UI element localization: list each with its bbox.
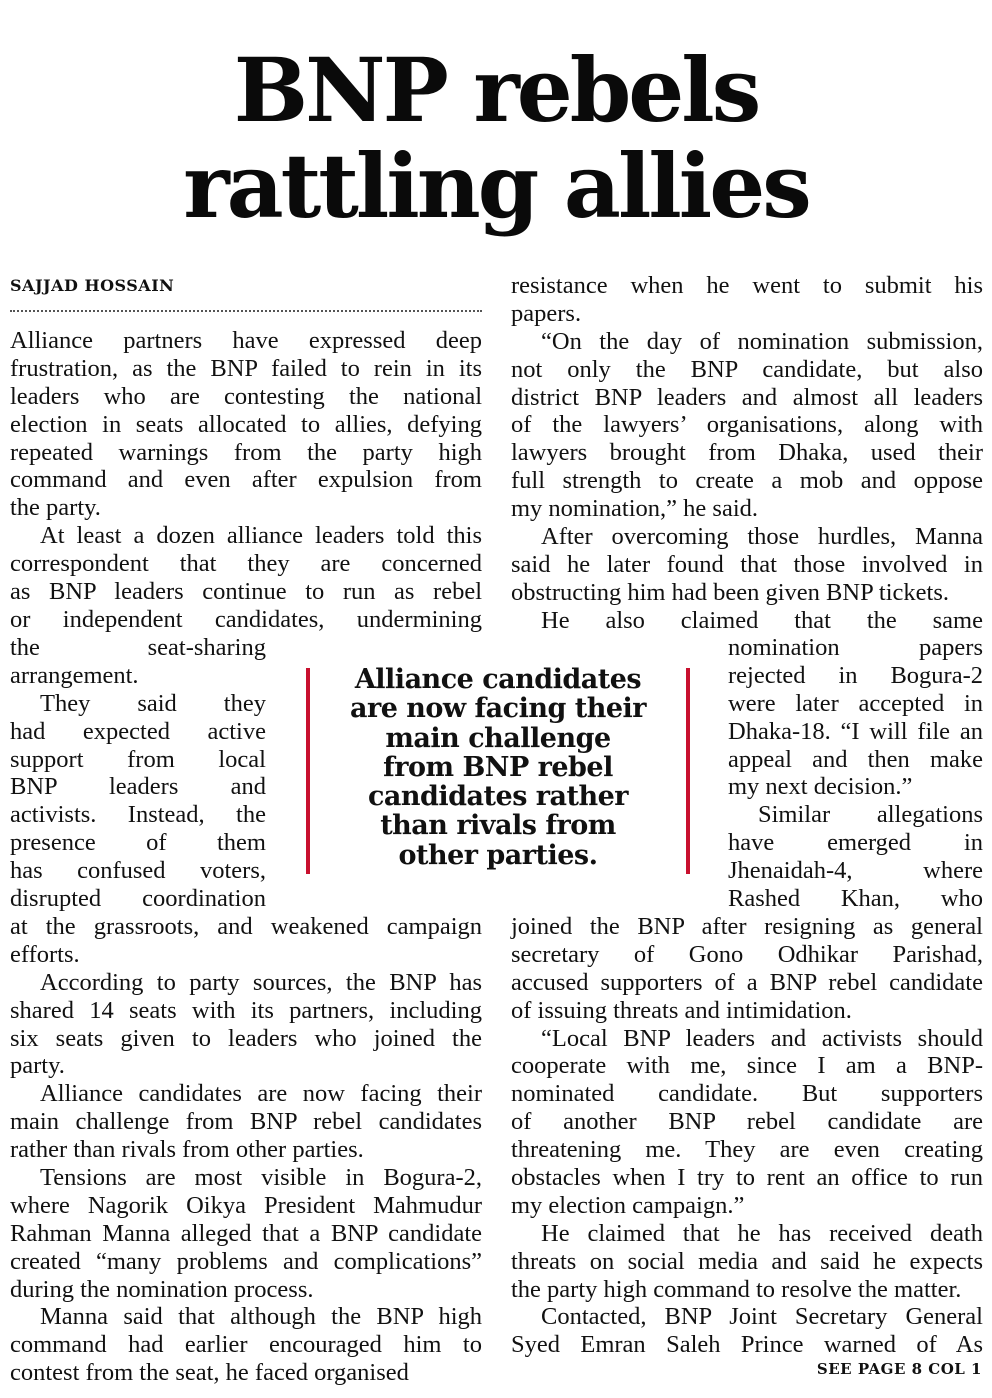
pull-quote-line: candidates rather [367,781,629,813]
headline-line-1: BNP rebels [233,38,759,142]
text-line: Contacted, BNP Joint Secretary General [541,1303,983,1331]
text-line: six seats given to leaders who joined the [10,1024,482,1052]
text-line: the seat-sharing [10,634,266,661]
column-1-bottom [10,913,482,1387]
text-line: activists. Instead, the [10,801,266,829]
text-line: as BNP leaders continue to run as rebel [10,578,482,606]
text-line: Manna said that although the BNP high [40,1303,482,1331]
text-line: Rahman Manna alleged that a BNP candidate [10,1219,482,1247]
text-line: cooperate with me, since I am a BNP- [511,1052,983,1080]
text-line: disrupted coordination [10,885,266,913]
text-line: frustration, as the BNP failed to rein in its [10,354,482,382]
text-line: or independent candidates, undermining [10,605,482,633]
text-line: my election campaign.” [511,1191,745,1219]
text-line: has confused voters, [10,857,266,885]
text-line: the party high command to resolve the matter. [511,1275,962,1303]
headline-line-2: rattling allies [183,134,809,238]
text-line: repeated warnings from the party high [10,438,482,466]
text-line: support from local [10,745,266,773]
pull-quote-line: from BNP rebel [383,751,613,783]
byline-divider [10,310,482,312]
text-line: Dhaka-18. “I will file an [728,717,983,745]
text-line: arrangement. [10,661,139,689]
text-line: obstacles when I try to rent an office to run [511,1164,983,1192]
text-line: “On the day of nomination submission, [541,327,983,355]
text-line: contest from the seat, he faced organised [10,1359,409,1387]
continuation-note: SEE PAGE 8 COL 1 [816,1360,982,1378]
text-line: He claimed that he has received death [541,1219,983,1247]
text-line: nominated candidate. But supporters [511,1080,983,1108]
text-line: the party. [10,494,101,522]
text-line: had expected active [10,717,266,745]
text-line: Tensions are most visible in Bogura-2, [40,1164,482,1192]
text-line: created “many problems and complications” [10,1247,482,1275]
text-line: were later accepted in [728,689,983,717]
text-line: secretary of Gono Odhikar Parishad, [511,940,983,968]
column-2-narrow [728,634,983,913]
text-line: Similar allegations [758,801,983,829]
column-2-bottom [511,913,983,1359]
pull-quote [320,665,676,870]
text-line: “Local BNP leaders and activists should [541,1024,983,1052]
text-line: Alliance candidates are now facing their [40,1080,482,1108]
text-line: my nomination,” he said. [511,495,758,523]
text-line: threatening me. They are even creating [511,1136,983,1164]
text-line: main challenge from BNP rebel candidates [10,1108,482,1136]
text-line: said he later found that those involved in [511,550,983,578]
text-line: command had earlier encouraged him to [10,1331,482,1359]
text-line: where Nagorik Oikya President Mahmudur [10,1191,482,1219]
text-line: accused supporters of a BNP rebel candidate [511,968,983,996]
text-line: joined the BNP after resigning as general [511,913,983,940]
text-line: presence of them [10,829,266,857]
pull-quote-line: Alliance candidates [354,664,642,695]
text-line: not only the BNP candidate, but also [511,355,983,383]
text-line: have emerged in [728,829,983,857]
text-line: at the grassroots, and weakened campaign [10,913,482,940]
text-line: party. [10,1052,65,1080]
text-line: efforts. [10,940,80,968]
text-line: At least a dozen alliance leaders told this [40,522,482,550]
pull-quote-line: main challenge [385,722,611,754]
text-line: leaders who are contesting the national [10,382,482,410]
text-line: Alliance partners have expressed deep [10,327,482,354]
text-line: rather than rivals from other parties. [10,1136,364,1164]
text-line: rejected in Bogura-2 [728,661,983,689]
byline: SAJJAD HOSSAIN [10,276,175,295]
column-2-top [511,272,983,635]
text-line: command and even after expulsion from [10,466,482,494]
text-line: nomination papers [728,634,983,661]
pull-quote-line: are now facing their [349,693,647,725]
text-line: According to party sources, the BNP has [40,968,482,996]
headline [0,38,992,238]
pull-quote-line: than rivals from [380,810,616,842]
text-line: Syed Emran Saleh Prince warned of As [511,1331,983,1359]
text-line: They said they [40,689,266,717]
text-line: appeal and then make [728,745,983,773]
text-line: my next decision.” [728,773,913,801]
pull-quote-line: other parties. [398,839,598,871]
text-line: He also claimed that the same [541,606,983,634]
text-line: BNP leaders and [10,773,266,801]
text-line: Rashed Khan, who [728,885,983,913]
text-line: during the nomination process. [10,1275,314,1303]
column-1-narrow [10,634,266,913]
text-line: full strength to create a mob and oppose [511,467,983,495]
text-line: After overcoming those hurdles, Manna [541,523,983,551]
text-line: election in seats allocated to allies, defying [10,410,482,438]
text-line: papers. [511,299,582,327]
text-line: shared 14 seats with its partners, including [10,996,482,1024]
text-line: Jhenaidah-4, where [728,857,983,885]
text-line: lawyers brought from Dhaka, used their [511,439,983,467]
text-line: of the lawyers’ organisations, along with [511,411,983,439]
text-line: of another BNP rebel candidate are [511,1108,983,1136]
text-line: district BNP leaders and almost all leaders [511,383,983,411]
column-1-top [10,327,482,634]
text-line: resistance when he went to submit his [511,272,983,299]
text-line: threats on social media and said he expects [511,1247,983,1275]
text-line: obstructing him had been given BNP tickets. [511,578,949,606]
text-line: of issuing threats and intimidation. [511,996,852,1024]
text-line: correspondent that they are concerned [10,550,482,578]
